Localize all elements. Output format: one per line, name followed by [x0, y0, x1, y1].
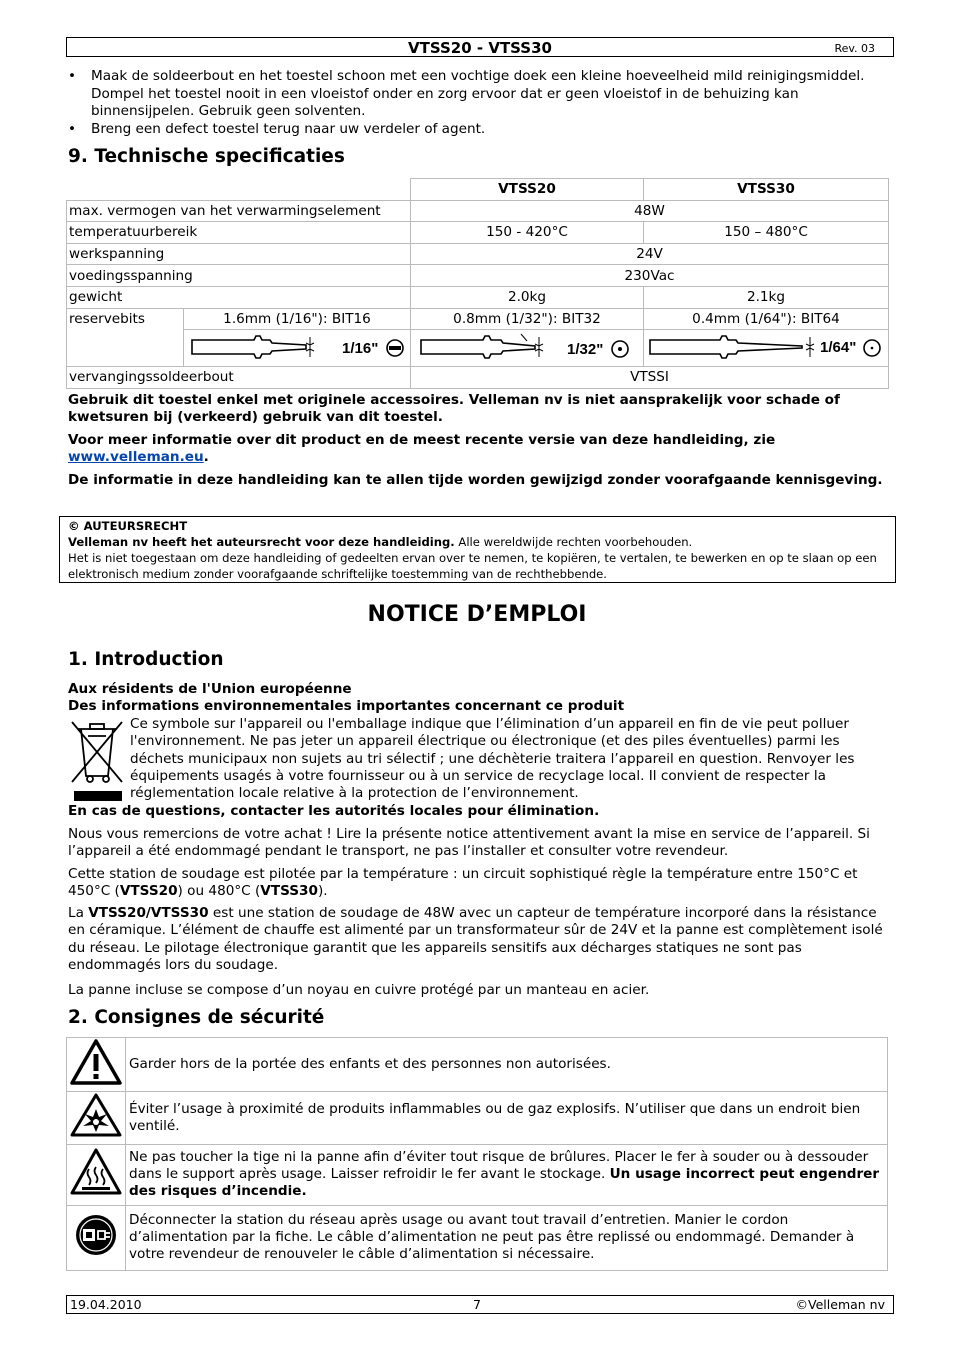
footer-date: 19.04.2010 — [70, 1297, 142, 1312]
more-info-end: . — [203, 449, 209, 466]
safety-text: Garder hors de la portée des enfants et des personnes non autorisées. — [126, 1038, 888, 1092]
eu-residents: Aux résidents de l'Union européenne — [68, 681, 352, 697]
safety-table — [66, 1037, 888, 1271]
intro-para-2 — [68, 866, 888, 901]
table-row — [67, 179, 889, 201]
page-header — [66, 37, 894, 57]
row-label: gewicht — [67, 286, 411, 308]
p3-model: VTSS20/VTSS30 — [88, 905, 209, 921]
row-label: vervangingssoldeerbout — [67, 367, 411, 389]
intro-heading: 1. Introduction — [68, 649, 224, 670]
table-row — [67, 1092, 888, 1144]
icon-cell — [67, 1144, 126, 1205]
table-row — [67, 1144, 888, 1205]
p3-text: La — [68, 905, 89, 921]
cell: 48W — [411, 200, 889, 222]
copyright-legal: Het is niet toegestaan om deze handleiding of gedeelten ervan over te nemen, te kopiëren, te vertalen, te bewerken en op te slaan op een elektronisch medium zonder voorafgaande schriftelijke toestemming van de rechthebbende. — [68, 551, 877, 581]
page-title: NOTICE D’EMPLOI — [367, 602, 587, 627]
spec-table — [66, 178, 889, 389]
safety-text — [126, 1144, 888, 1205]
more-info-note — [68, 432, 888, 467]
header-title: VTSS20 - VTSS30 — [408, 39, 552, 57]
accessories-note: Gebruik dit toestel enkel met originele accessoires. Velleman nv is niet aansprakelijk voor schade of kwetsuren bij (verkeerd) gebruik van dit toestel. — [68, 392, 840, 426]
header-revision: Rev. 03 — [834, 42, 875, 55]
table-row — [67, 367, 889, 389]
weee-text: Ce symbole sur l'appareil ou l'emballage indique que l’élimination d’un appareil en fin de vie peut polluer l'environnement. Ne pas jeter un appareil électrique ou électronique (et des piles éventuelles) parmi les déchets municipaux non sujets au tri sélectif ; une déchèterie traitera l’appareil en question. Renvoyer les équipements usagés à votre fournisseur ou à un service de recyclage local. Il convient de respecter la réglementation locale relative à la protection de l’environnement. — [130, 716, 855, 802]
row-label: reservebits — [67, 308, 184, 367]
table-row — [67, 1205, 888, 1270]
soldering-tip-bit16-icon — [184, 330, 409, 362]
cell: 230Vac — [411, 265, 889, 287]
row-label: werkspanning — [67, 243, 411, 265]
p2-text: ). — [317, 883, 328, 900]
intro-para-3 — [68, 905, 888, 974]
cell: 0.4mm (1/64"): BIT64 — [644, 308, 889, 330]
bit16-size-label: 1/16" — [342, 340, 379, 358]
footer-company: ©Velleman nv — [795, 1297, 885, 1312]
soldering-tip-bit32-icon — [411, 330, 642, 362]
warning-triangle-icon — [70, 1038, 122, 1086]
copyright-line — [68, 534, 887, 550]
table-row — [67, 286, 889, 308]
copyright-box — [59, 516, 896, 583]
cell: 2.1kg — [644, 286, 889, 308]
safety-text-bold: Un usage incorrect peut engendrer des risques d’incendie. — [129, 1165, 880, 1200]
cell: 1.6mm (1/16"): BIT16 — [184, 308, 411, 330]
cell: VTSSI — [411, 367, 889, 389]
copyright-bold: Velleman nv heeft het auteursrecht voor deze handleiding. — [68, 535, 455, 549]
row-label: max. vermogen van het verwarmingselement — [67, 200, 411, 222]
safety-text: Éviter l’usage à proximité de produits inflammables ou de gaz explosifs. N’utiliser que dans un endroit bien ventilé. — [126, 1092, 888, 1144]
blank-cell — [67, 179, 411, 201]
p2-text: Cette station de soudage est pilotée par la température : un circuit sophistiqué règle la température entre 150°C et 450°C ( — [68, 866, 858, 900]
cell: 150 – 480°C — [644, 222, 889, 244]
change-note: De informatie in deze handleiding kan te allen tijde worden gewijzigd zonder voorafgaande kennisgeving. — [68, 472, 883, 488]
p2-model-1: VTSS20 — [119, 883, 178, 900]
bit16-drawing-cell — [184, 330, 411, 367]
bit64-size-label: 1/64" — [820, 339, 857, 357]
icon-cell — [67, 1205, 126, 1270]
row-label: voedingsspanning — [67, 265, 411, 287]
table-row — [67, 308, 889, 330]
maintenance-bullets — [68, 68, 888, 138]
bit32-drawing-cell — [411, 330, 644, 367]
safety-heading: 2. Consignes de sécurité — [68, 1007, 325, 1028]
page-number: 7 — [473, 1297, 481, 1312]
table-row — [67, 330, 889, 367]
intro-para-4: La panne incluse se compose d’un noyau en cuivre protégé par un manteau en acier. — [68, 982, 650, 998]
questions-note: En cas de questions, contacter les autorités locales pour élimination. — [68, 803, 600, 819]
unplug-power-icon — [70, 1209, 122, 1261]
row-label: temperatuurbereik — [67, 222, 411, 244]
hot-surface-icon — [70, 1147, 122, 1197]
col-header: VTSS20 — [411, 179, 644, 201]
soldering-tip-bit64-icon — [644, 330, 887, 362]
safety-text-part: Ne pas toucher la tige ni la panne afin d’éviter tout risque de brûlures. Placer le fer à souder ou à dessouder dans le support après usage. Laisser refroidir le fer avant le stockage. — [129, 1148, 869, 1182]
spec-heading: 9. Technische specificaties — [68, 146, 345, 167]
cell: 24V — [411, 243, 889, 265]
list-item: • Maak de soldeerbout en het toestel schoon met een vochtige doek een kleine hoeveelheid mild reinigingsmiddel. Dompel het toestel nooit in een vloeistof onder en zorg ervoor dat er geen vloeistof in de behuizing kan binnensijpelen. Gebruik geen solventen. — [68, 68, 888, 121]
table-row — [67, 222, 889, 244]
list-item: • Breng een defect toestel terug naar uw verdeler of agent. — [68, 121, 888, 139]
p2-model-2: VTSS30 — [260, 883, 318, 900]
cell: 150 - 420°C — [411, 222, 644, 244]
weee-bin-icon — [68, 716, 126, 804]
page-footer — [66, 1295, 894, 1314]
copyright-title: © AUTEURSRECHT — [68, 519, 188, 533]
cell: 0.8mm (1/32"): BIT32 — [411, 308, 644, 330]
env-info: Des informations environnementales importantes concernant ce produit — [68, 698, 625, 714]
bit32-size-label: 1/32" — [567, 341, 604, 359]
table-row — [67, 243, 889, 265]
more-info-text: Voor meer informatie over dit product en de meest recente versie van deze handleiding, zie — [68, 432, 776, 448]
table-row — [67, 265, 889, 287]
explosive-warning-icon — [70, 1092, 122, 1138]
icon-cell — [67, 1038, 126, 1092]
safety-text: Déconnecter la station du réseau après usage ou avant tout travail d’entretien. Manier le cordon d’alimentation par la fiche. Le câble d’alimentation ne peut pas être replissé ou endommagé. Demander à votre revendeur de renouveler le câble d’alimentation si nécessaire. — [126, 1205, 888, 1270]
intro-para-1: Nous vous remercions de votre achat ! Lire la présente notice attentivement avant la mise en service de l’appareil. Si l’appareil a été endommagé pendant le transport, ne pas l’installer et consulter votre revendeur. — [68, 826, 870, 860]
p2-text: ) ou 480°C ( — [177, 883, 261, 900]
bit64-drawing-cell — [644, 330, 889, 367]
cell: 2.0kg — [411, 286, 644, 308]
icon-cell — [67, 1092, 126, 1144]
p3-text: est une station de soudage de 48W avec un capteur de température incorporé dans la résistance en céramique. L’élément de chauffe est alimenté par un transformateur sûr de 24V et la panne est complètement isolé du réseau. Le pilotage électronique garantit que les appareils sensitifs aux décharges statiques ne sont pas endommagés lors du soudage. — [68, 905, 883, 973]
table-row — [67, 200, 889, 222]
copyright-rest: Alle wereldwijde rechten voorbehouden. — [454, 535, 693, 549]
table-row — [67, 1038, 888, 1092]
col-header: VTSS30 — [644, 179, 889, 201]
velleman-link[interactable]: www.velleman.eu — [68, 449, 204, 466]
